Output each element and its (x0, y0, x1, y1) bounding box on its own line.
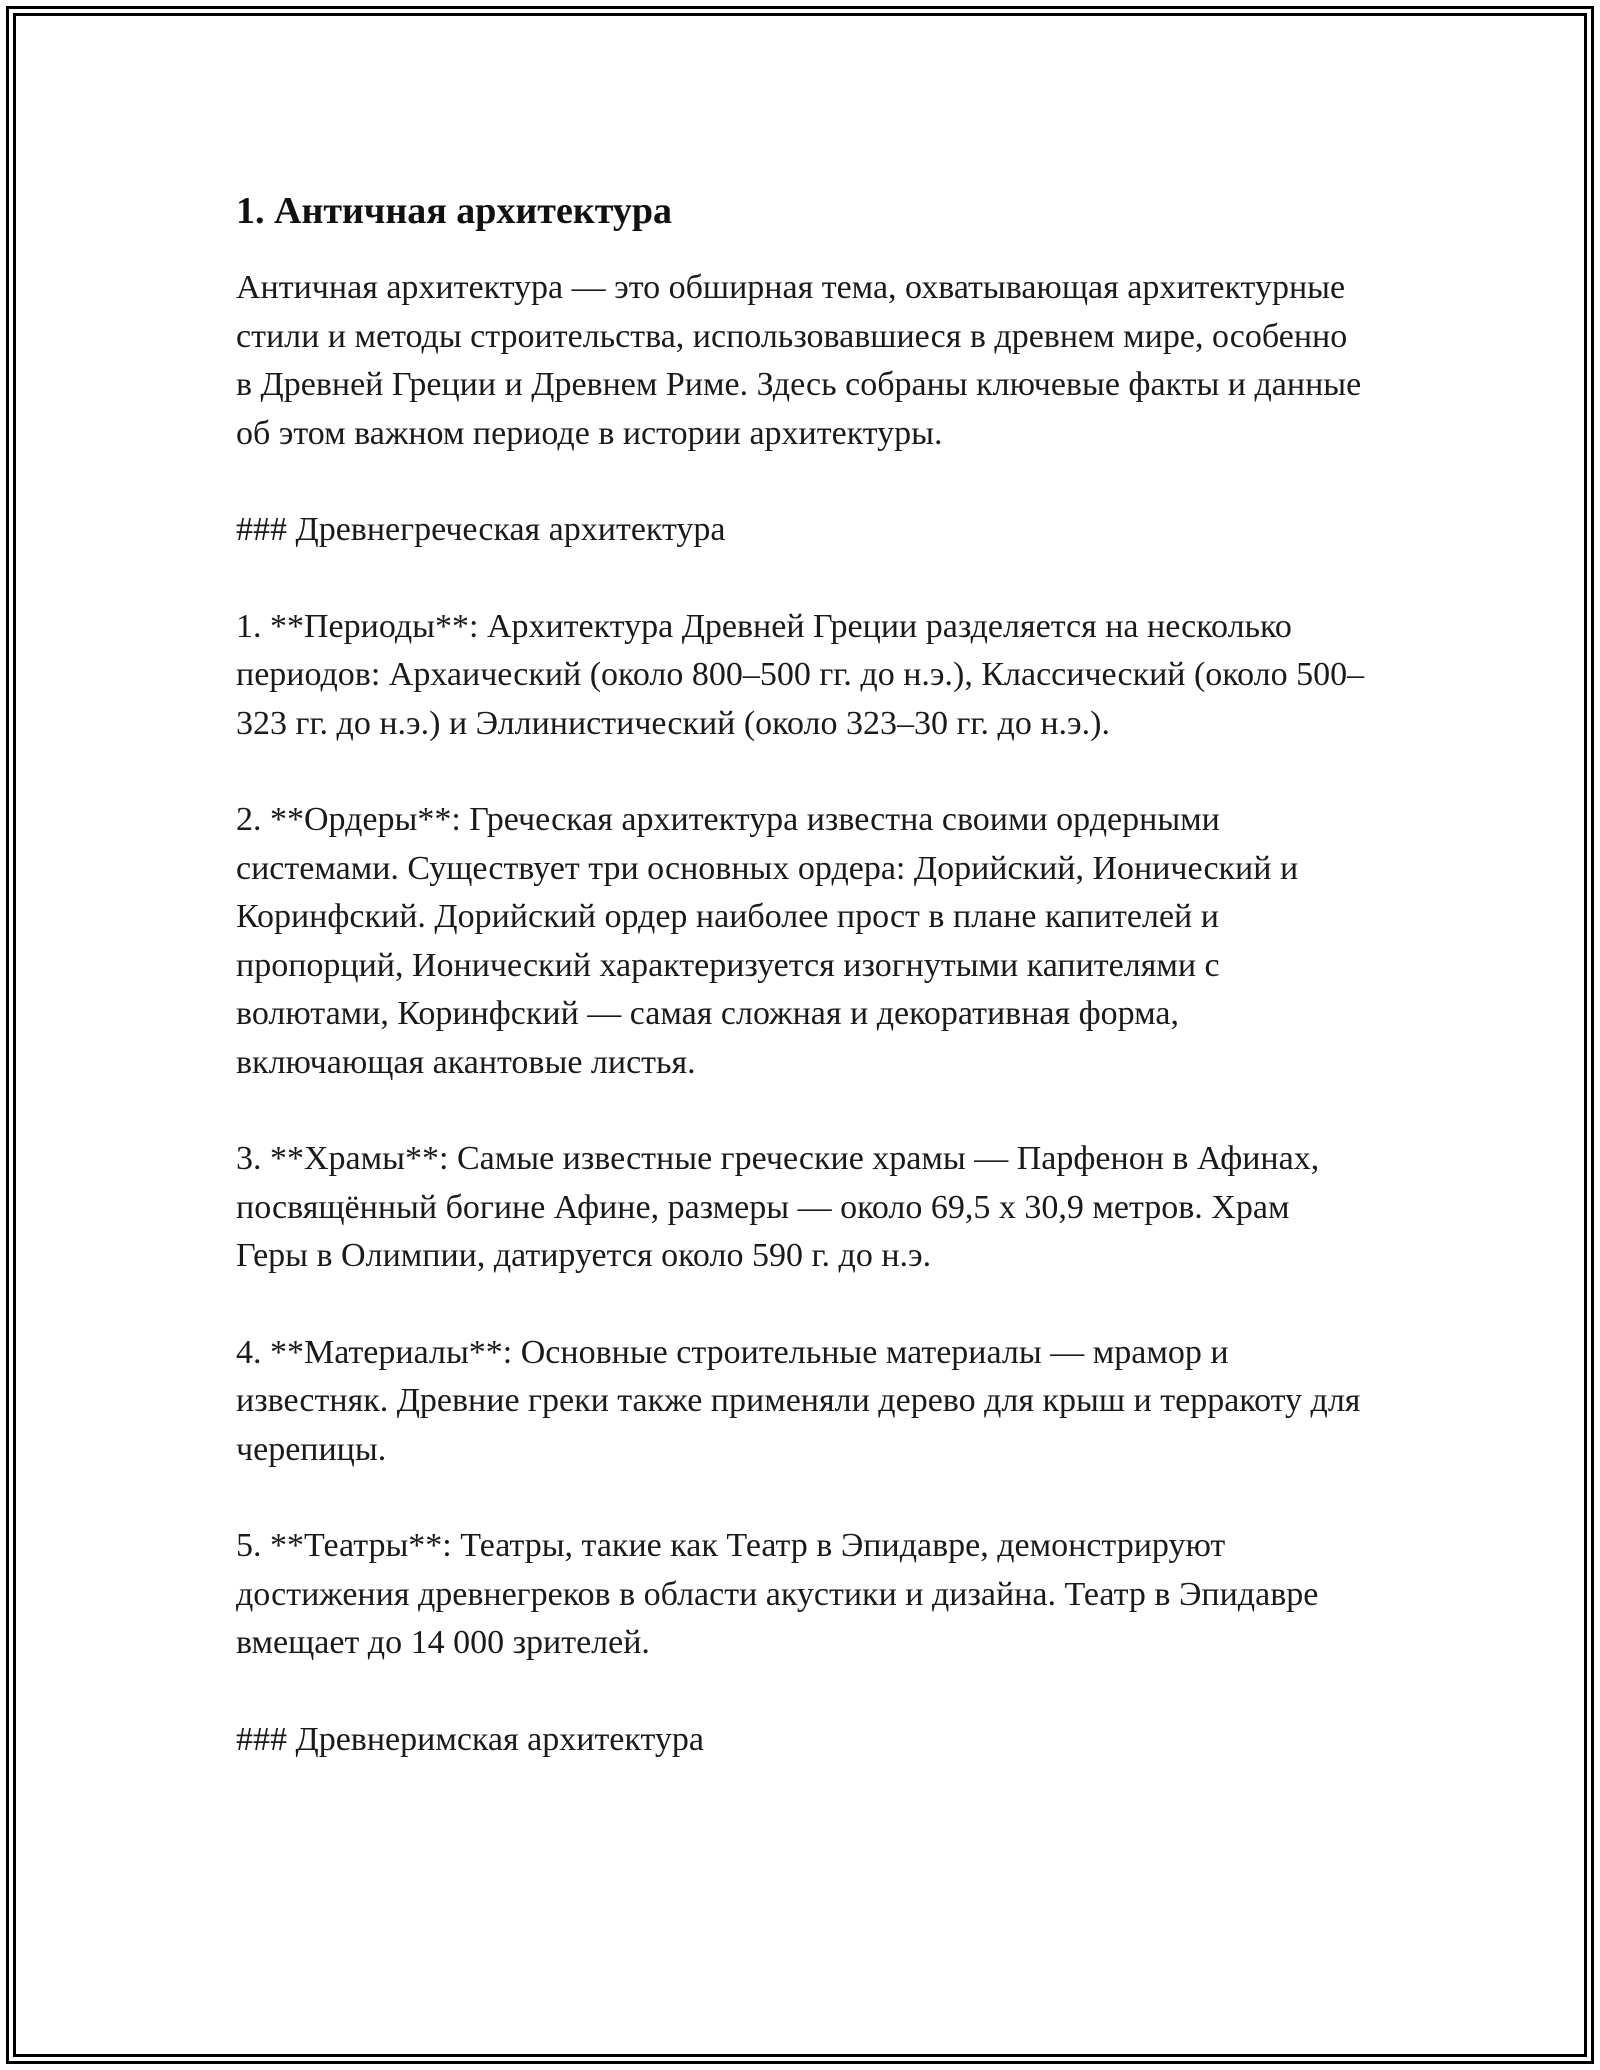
section-heading-roman: ### Древнеримская архитектура (236, 1720, 704, 1758)
intro-paragraph: Античная архитектура — это обширная тема, охватывающая архитектурные стили и методы строительства, использовавшиеся в древнем мире, особенно в Древней Греции и Древнем Риме. Здесь собраны ключевые факты и данные об этом важном периоде в истории архитектуры. (236, 269, 1362, 452)
document-body (236, 186, 1366, 1812)
list-item-temples: 3. **Храмы**: Самые известные греческие храмы — Парфенон в Афинах, посвящённый богине Афине, размеры — около 69,5 x 30,9 метров. Храм Геры в Олимпии, датируется около 590 г. до н.э. (236, 1140, 1320, 1274)
document-title: 1. Античная архитектура (236, 190, 673, 232)
section-heading-greek: ### Древнегреческая архитектура (236, 511, 726, 548)
list-item-materials: 4. **Материалы**: Основные строительные материалы — мрамор и известняк. Древние греки также применяли дерево для крыш и терракоту для черепицы. (236, 1333, 1361, 1468)
list-item-orders: 2. **Ордеры**: Греческая архитектура известна своими ордерными системами. Существует три основных ордера: Дорийский, Ионический и Коринфский. Дорийский ордер наиболее прост в плане капителей и пропорций, Ионический характеризуется изогнутыми капителями с волютами, Коринфский — самая сложная и декоративная форма, включающая акантовые листья. (236, 801, 1299, 1081)
list-item-theaters: 5. **Театры**: Театры, такие как Театр в Эпидавре, демонстрируют достижения древнегреков в области акустики и дизайна. Театр в Эпидавре вмещает до 14 000 зрителей. (236, 1527, 1319, 1661)
list-item-periods: 1. **Периоды**: Архитектура Древней Греции разделяется на несколько периодов: Архаический (около 800–500 гг. до н.э.), Классический (около 500–323 гг. до н.э.) и Эллинистический (около 323–30 гг. до н.э.). (236, 607, 1365, 742)
